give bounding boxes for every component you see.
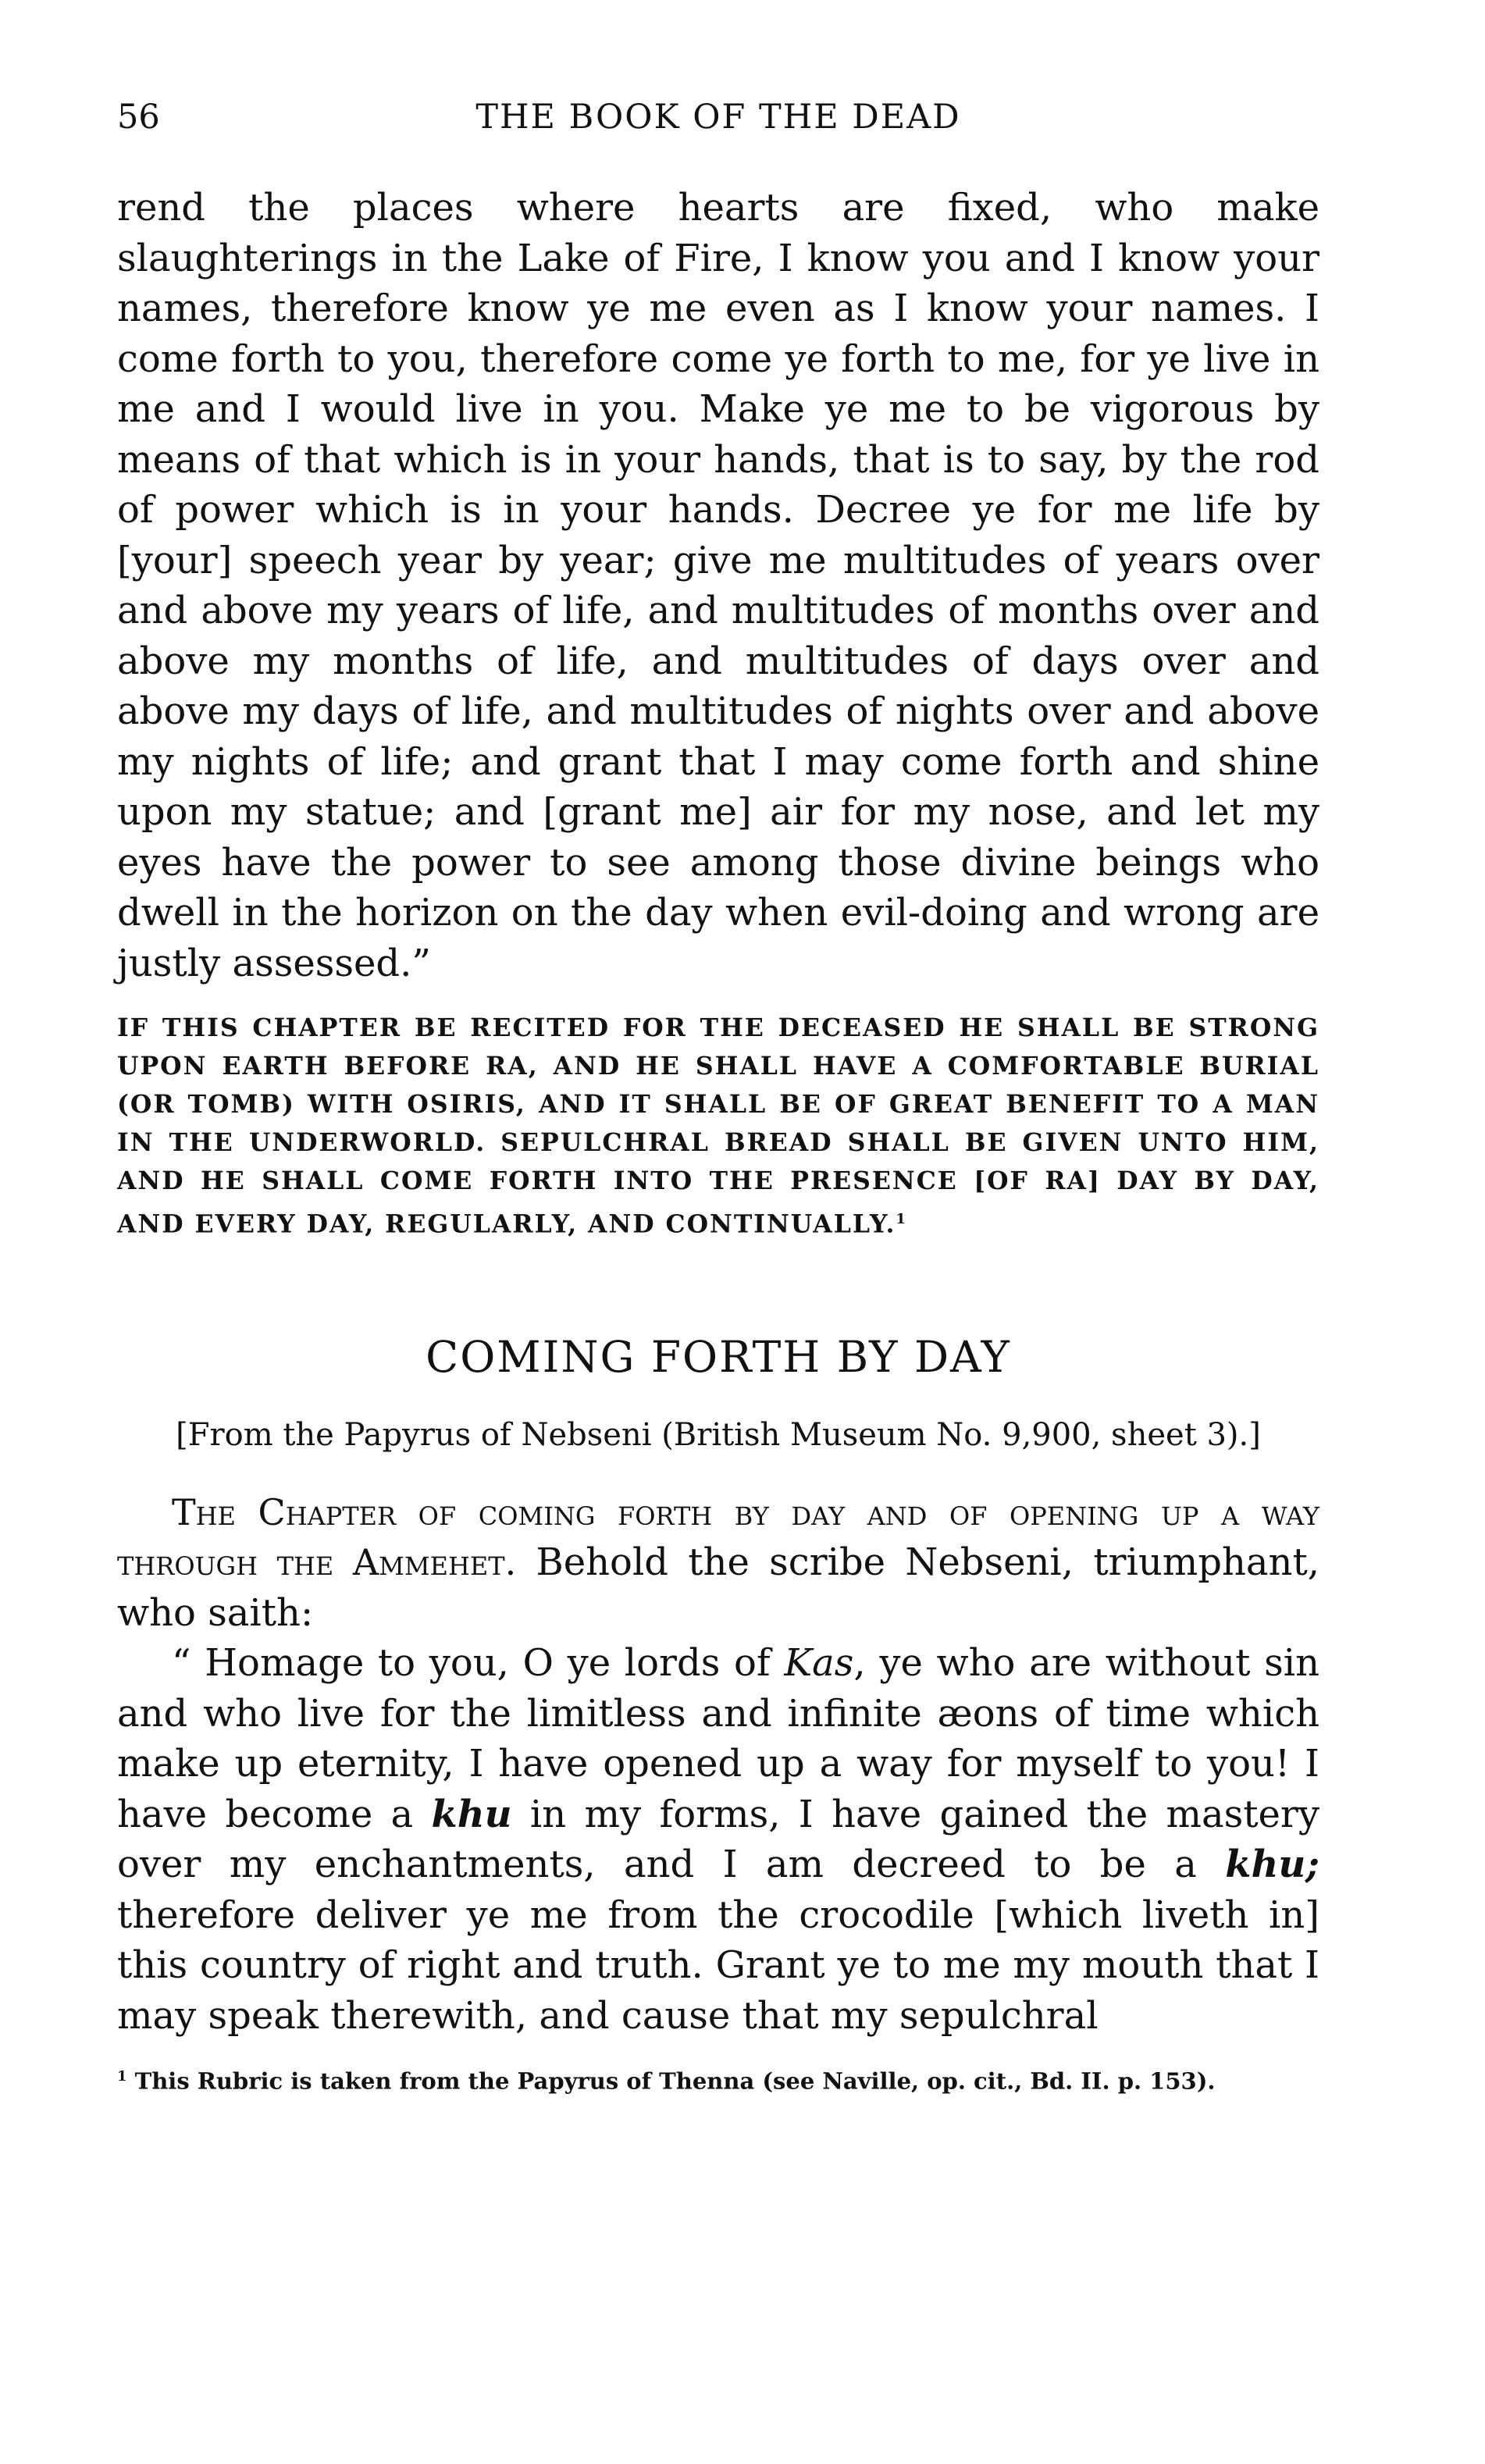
footnote-text: This Rubric is taken from the Papyrus of Thenna (see Naville, op. cit., Bd. II. p. 153). (134, 2067, 1216, 2095)
page-number: 56 (117, 98, 160, 137)
speech-part-a: “ Homage to you, O ye lords of (172, 1641, 785, 1685)
speech-word-khu-1: khu (431, 1792, 512, 1836)
chapter-intro-paragraph (117, 1487, 1319, 1639)
rubric-footnote-marker: 1 (896, 1211, 907, 1227)
speech-part-b: , ye who are without sin and who live for the limitless and infinite æons of time which make up eternity, I have opened up a way for myself to you! I have become a (117, 1641, 1320, 1836)
source-note: [From the Papyrus of Nebseni (British Museum No. 9,900, sheet 3).] (176, 1416, 1261, 1453)
chapter-title-phrase: The Chapter of coming forth by day and of opening up a way through the Ammehet. (117, 1490, 1319, 1583)
footnote (117, 2061, 1319, 2097)
body-text (117, 183, 1319, 988)
section-heading: COMING FORTH BY DAY (426, 1331, 1011, 1382)
rubric (117, 1009, 1319, 1244)
speech-word-kas: Kas (784, 1641, 854, 1685)
running-title: THE BOOK OF THE DEAD (475, 98, 961, 137)
speech-word-khu-2: khu; (1225, 1843, 1319, 1886)
book-page (117, 86, 1319, 2381)
speech-part-d: therefore deliver ye me from the crocodile [which liveth in] this country of right and truth. Grant ye to me my mouth that I may speak therewith, and cause that my sepulchral (117, 1893, 1319, 2038)
chapter-text (117, 1487, 1319, 2042)
chapter-intro-rest: Behold the scribe Nebseni, triumphant, who saith: (117, 1540, 1320, 1635)
footnote-marker: 1 (117, 2068, 127, 2085)
chapter-speech-paragraph (117, 1638, 1319, 2041)
speech-part-c: in my forms, I have gained the mastery over my enchantments, and I am decreed to be a (117, 1792, 1319, 1886)
running-head (117, 86, 1319, 148)
rubric-text: IF THIS CHAPTER BE RECITED FOR THE DECEASED HE SHALL BE STRONG UPON EARTH BEFORE RA, AND HE SHALL HAVE A COMFORTABLE BURIAL (OR TOMB) WITH OSIRIS, AND IT SHALL BE OF GREAT BENEFIT TO A MAN IN THE UNDERWORLD. SEPULCHRAL BREAD SHALL BE GIVEN UNTO HIM, AND HE SHALL COME FORTH INTO THE PRESENCE [OF RA] DAY BY DAY, AND EVERY DAY, REGULARLY, AND CONTINUALLY. (117, 1013, 1319, 1239)
body-paragraph: rend the places where hearts are fixed, who make slaughterings in the Lake of Fire, I know you and I know your names, therefore know ye me even as I know your names. I come forth to you, therefore come ye forth to me, for ye live in me and I would live in you. Make ye me to be vigorous by means of that which is in your hands, that is to say, by the rod of power which is in your hands. Decree ye for me life by [your] speech year by year; give me multitudes of years over and above my years of life, and multitudes of months over and above my months of life, and multitudes of days over and above my days of life, and multitudes of nights over and above my nights of life; and grant that I may come forth and shine upon my statue; and [grant me] air for my nose, and let my eyes have the power to see among those divine beings who dwell in the horizon on the day when evil-doing and wrong are justly assessed.” (117, 186, 1319, 985)
